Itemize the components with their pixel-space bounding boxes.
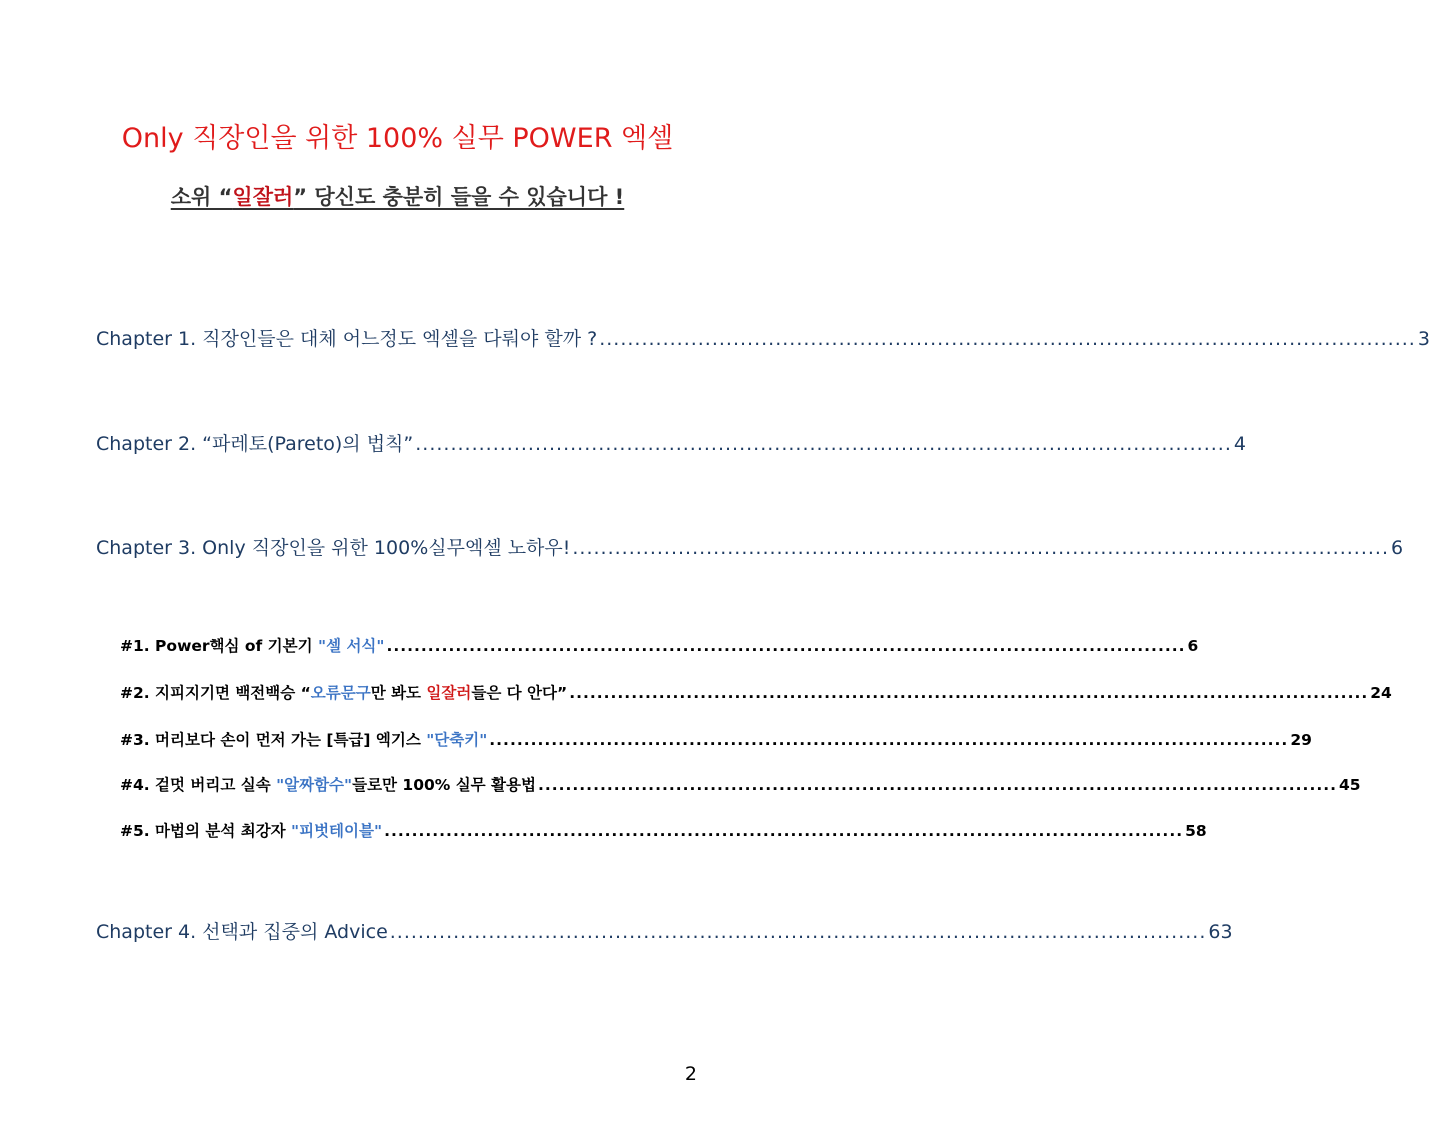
toc-section-5[interactable] [120,819,1207,841]
footer-page-number: 2 [684,1063,697,1085]
toc-section-4[interactable] [120,773,1361,795]
toc-leader-dots: .................................................................................................................... [386,637,1186,655]
toc-page-number: 58 [1185,822,1207,840]
toc-section-label [120,728,487,750]
section-text: #4. 겉멋 버리고 실속 [120,776,277,794]
subtitle-pre: 소위 “ [170,185,233,209]
toc-page-number: 45 [1339,776,1361,794]
subtitle-text [171,185,625,209]
toc-page-number: 4 [1233,433,1246,455]
toc-section-3[interactable] [120,728,1312,750]
section-highlight-blue: "셀 서식" [318,637,385,655]
toc-leader-dots: .................................................................................................................... [415,433,1232,455]
toc-page-number: 63 [1208,921,1233,943]
toc-page-number: 3 [1417,328,1430,350]
section-text: #5. 마법의 분석 최강자 [120,822,292,840]
section-highlight-blue: "알짜함수" [276,776,353,794]
toc-section-label [120,773,536,795]
subtitle-post: ” 당신도 충분히 들을 수 있습니다 ! [293,185,625,209]
toc-chapter-label: Chapter 3. Only 직장인을 위한 100%실무엑셀 노하우! [96,537,571,559]
toc-section-label [120,634,384,656]
document-subtitle [0,181,795,211]
section-highlight-red: 일잘러 [426,684,472,702]
toc-chapter-4[interactable] [96,917,1233,944]
document-title: Only 직장인을 위한 100% 실무 POWER 엑셀 [121,123,674,154]
toc-section-label [120,819,382,841]
section-highlight-blue: "단축키" [426,731,488,749]
toc-leader-dots: .................................................................................................................... [599,328,1416,350]
section-text: #3. 머리보다 손이 먼저 가는 [특급] 엑기스 [120,731,427,749]
toc-page-number: 24 [1370,684,1392,702]
section-text: #1. Power핵심 of 기본기 [120,637,318,655]
toc-leader-dots: .................................................................................................................... [569,684,1369,702]
toc-chapter-2[interactable] [96,429,1246,456]
toc-leader-dots: .................................................................................................................... [537,776,1337,794]
section-highlight-blue: 오류문구 [310,684,371,702]
toc-page-number: 6 [1187,637,1199,655]
toc-chapter-label: Chapter 2. “파레토(Pareto)의 법칙” [96,433,414,455]
toc-section-1[interactable] [120,634,1199,656]
toc-page-number: 6 [1390,537,1404,559]
section-highlight-blue: "피벗테이블" [291,822,383,840]
toc-chapter-label: Chapter 4. 선택과 집중의 Advice [96,921,388,943]
section-text: 만 봐도 [370,684,427,702]
toc-leader-dots: .................................................................................................................... [489,731,1289,749]
toc-leader-dots: .................................................................................................................... [389,921,1207,943]
subtitle-highlight: 일잘러 [232,185,294,209]
toc-section-2[interactable] [120,681,1392,703]
toc-chapter-3[interactable] [96,533,1404,560]
toc-leader-dots: .................................................................................................................... [572,537,1389,559]
toc-chapter-label: Chapter 1. 직장인들은 대체 어느정도 엑셀을 다뤄야 할까 ? [96,328,598,350]
toc-section-label [120,681,567,703]
toc-leader-dots: .................................................................................................................... [384,822,1184,840]
toc-chapter-1[interactable] [96,324,1430,351]
section-text: 들로만 100% 실무 활용법 [352,776,536,794]
section-text: #2. 지피지기면 백전백승 “ [120,684,311,702]
section-text: 들은 다 안다” [471,684,568,702]
toc-page-number: 29 [1290,731,1312,749]
